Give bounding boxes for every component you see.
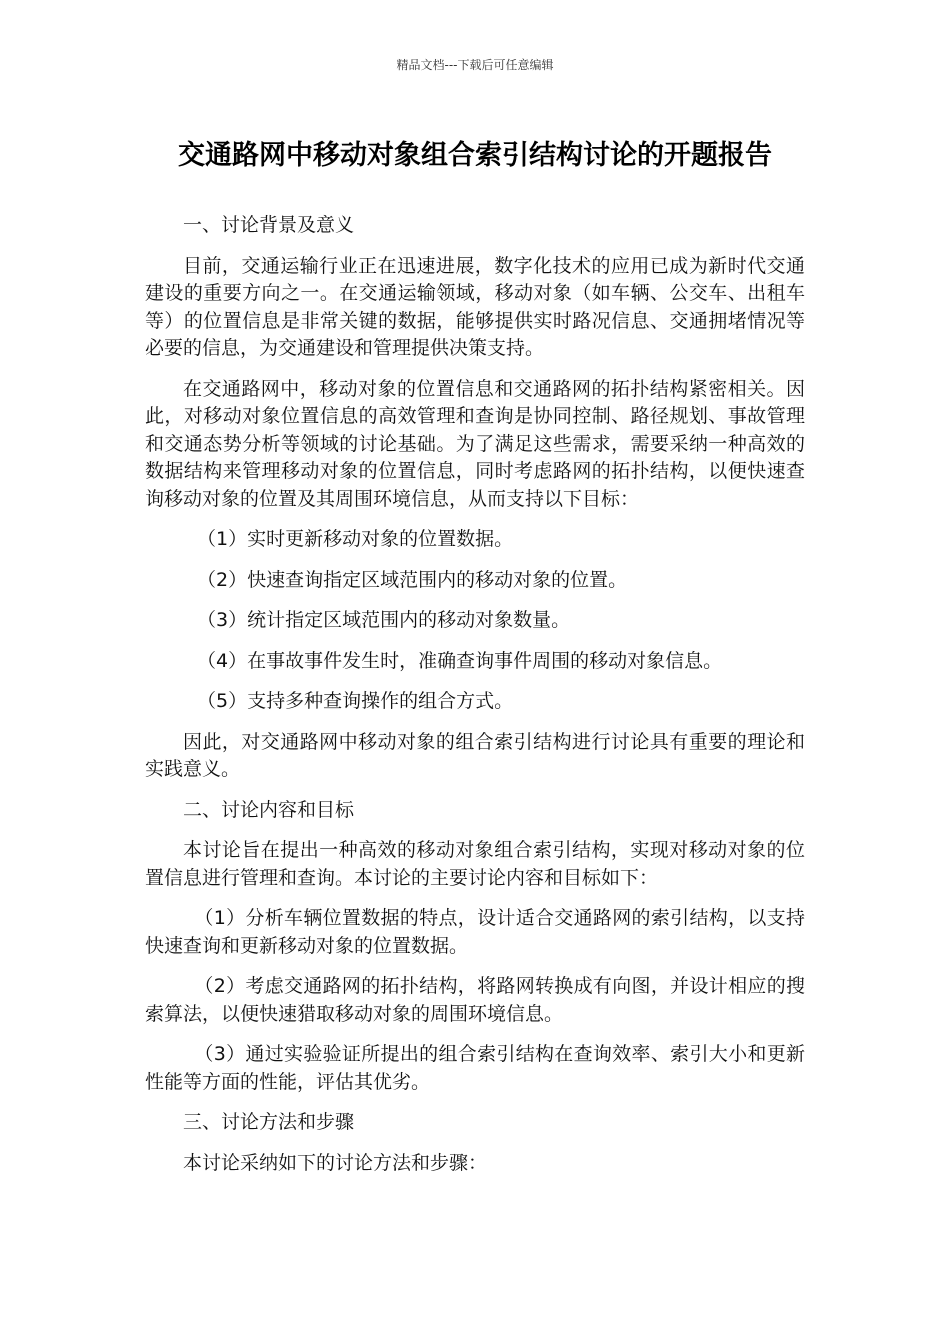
goal-item: （4）在事故事件发生时，准确查询事件周围的移动对象信息。	[197, 649, 723, 672]
goal-item: （1）实时更新移动对象的位置数据。	[197, 528, 514, 550]
paragraph: 目前，交通运输行业正在迅速进展，数字化技术的应用已成为新时代交通建设的重要方向之一。在交通运输领域，移动对象（如车辆、公交车、出租车等）的位置信息是非常关键的数据，能够提供实时路况信息、交通拥堵情况等必要的信息，为交通建设和管理提供决策支持。	[145, 254, 805, 359]
section-heading-method: 三、讨论方法和步骤	[183, 1111, 355, 1133]
goal-item: （5）支持多种查询操作的组合方式。	[197, 690, 514, 712]
goal-item: （2）快速查询指定区域范围内的移动对象的位置。	[197, 568, 628, 591]
paragraph: 本讨论旨在提出一种高效的移动对象组合索引结构，实现对移动对象的位置信息进行管理和查询。本讨论的主要讨论内容和目标如下：	[145, 839, 805, 889]
header-note: 精品文档---下载后可任意编辑	[396, 58, 554, 72]
objective-item: （1）分析车辆位置数据的特点，设计适合交通路网的索引结构，以支持快速查询和更新移动对象的位置数据。	[145, 907, 805, 957]
objective-item: （3）通过实验验证所提出的组合索引结构在查询效率、索引大小和更新性能等方面的性能，评估其优劣。	[145, 1043, 805, 1093]
section-heading-background: 一、讨论背景及意义	[183, 214, 355, 236]
section-heading-content: 二、讨论内容和目标	[183, 798, 355, 821]
objective-item: （2）考虑交通路网的拓扑结构，将路网转换成有向图，并设计相应的搜索算法，以便快速猎取移动对象的周围环境信息。	[145, 975, 805, 1025]
paragraph: 本讨论采纳如下的讨论方法和步骤：	[183, 1151, 488, 1174]
paragraph: 因此，对交通路网中移动对象的组合索引结构进行讨论具有重要的理论和实践意义。	[145, 730, 805, 780]
goal-item: （3）统计指定区域范围内的移动对象数量。	[197, 609, 571, 631]
paragraph: 在交通路网中，移动对象的位置信息和交通路网的拓扑结构紧密相关。因此，对移动对象位置信息的高效管理和查询是协同控制、路径规划、事故管理和交通态势分析等领域的讨论基础。为了满足这些需求，需要采纳一种高效的数据结构来管理移动对象的位置信息，同时考虑路网的拓扑结构，以便快速查询移动对象的位置及其周围环境信息，从而支持以下目标：	[145, 377, 805, 510]
document-title: 交通路网中移动对象组合索引结构讨论的开题报告	[178, 140, 772, 171]
document-body	[145, 212, 805, 1190]
